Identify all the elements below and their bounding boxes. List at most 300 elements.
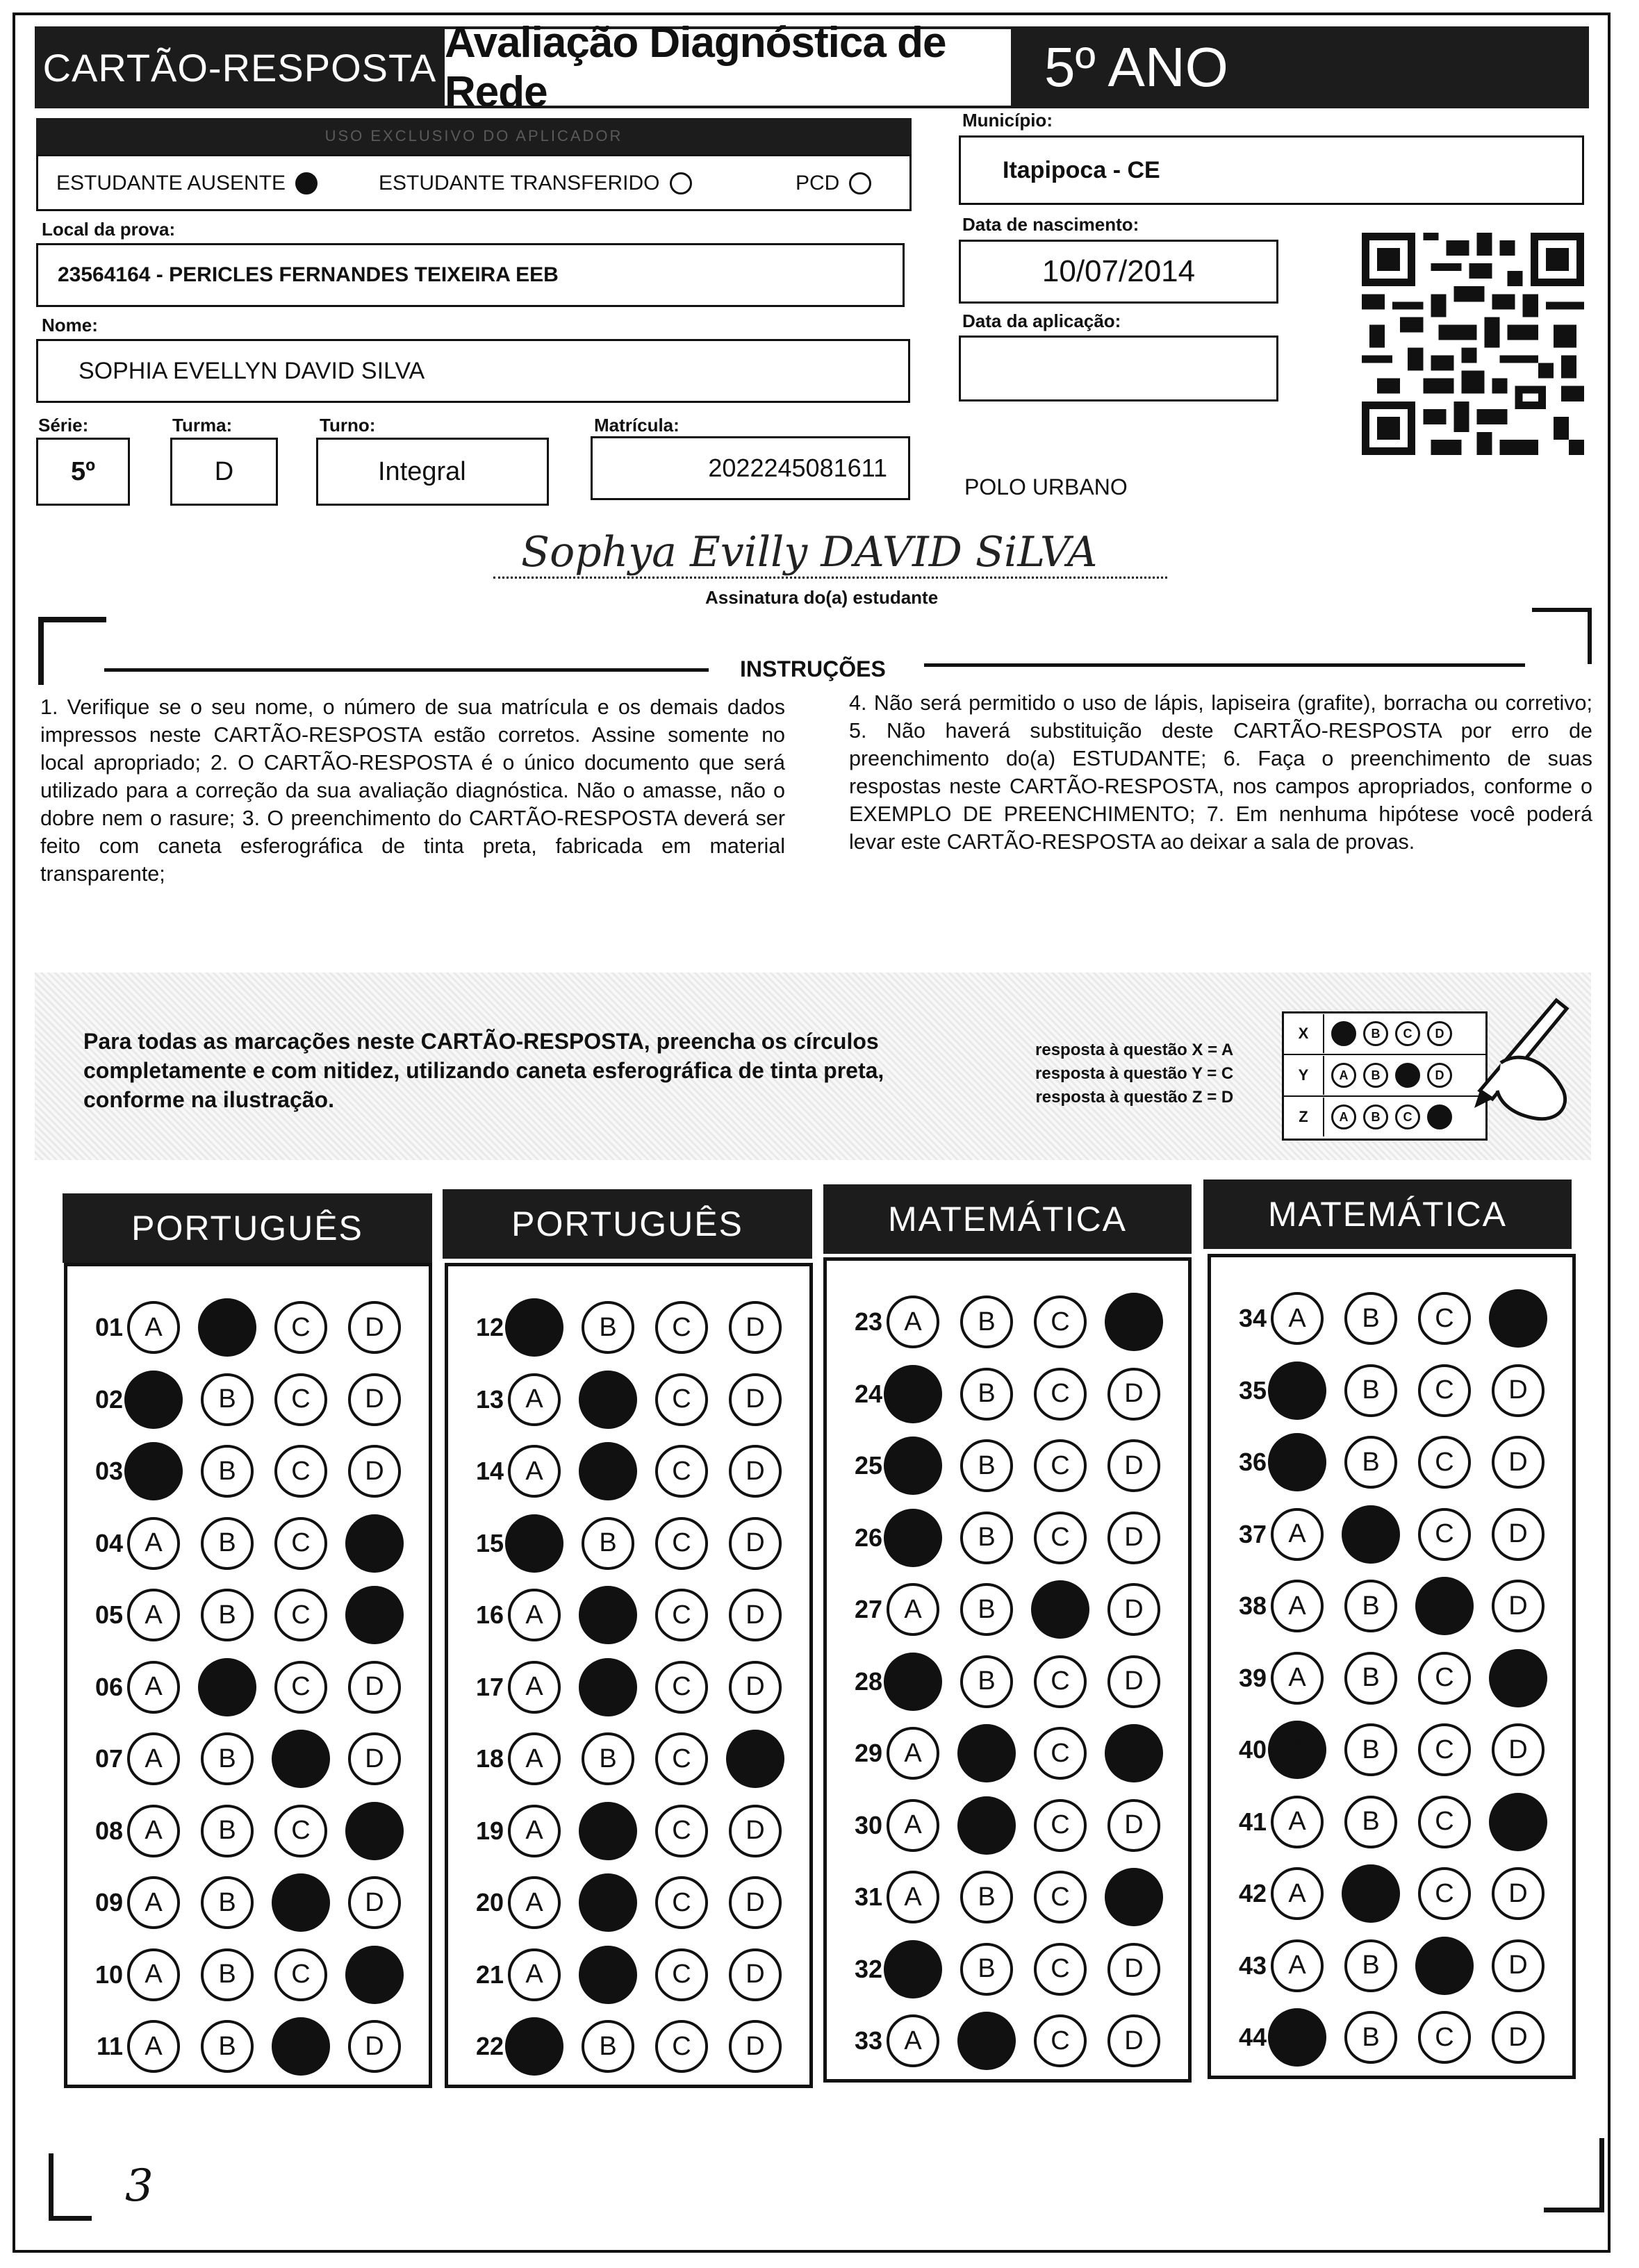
answer-bubble-d[interactable]: D (345, 1802, 404, 1860)
absent-radio[interactable] (295, 172, 318, 194)
answer-bubble-c[interactable]: C (274, 1589, 327, 1641)
answer-bubble-a[interactable]: A (508, 1373, 561, 1426)
answer-bubble-c[interactable]: C (1034, 1296, 1087, 1348)
answer-bubble-c[interactable]: C (272, 1873, 330, 1932)
answer-row (827, 1582, 1181, 1637)
answer-bubble-c[interactable]: C (655, 1805, 708, 1857)
answer-bubble-a[interactable]: A (127, 1876, 180, 1929)
section-title-3: MATEMÁTICA (823, 1184, 1192, 1254)
turno-field: Integral (316, 438, 549, 506)
answer-bubble-c[interactable]: C (1034, 1871, 1087, 1923)
question-number: 12 (475, 1313, 504, 1341)
answer-box-2 (445, 1263, 813, 2088)
corner-top-left (38, 617, 106, 685)
answer-bubble-b[interactable]: B (1344, 1292, 1397, 1345)
answer-bubble-d[interactable]: D (729, 1805, 782, 1857)
answer-bubble-d[interactable]: D (1107, 1512, 1160, 1564)
answer-bubble-b[interactable]: B (1344, 1652, 1397, 1705)
answer-bubble-c[interactable]: C (274, 1661, 327, 1714)
pcd-option[interactable] (796, 172, 871, 195)
question-number: 40 (1238, 1735, 1267, 1764)
answer-bubble-c[interactable]: C (1418, 1867, 1471, 1920)
answer-row (67, 1659, 422, 1715)
answer-row (1211, 1291, 1565, 1346)
answer-bubble-b[interactable]: B (960, 1439, 1013, 1492)
section-title-1: PORTUGUÊS (63, 1193, 432, 1263)
answer-bubble-d[interactable]: D (1107, 2014, 1160, 2067)
transferred-option[interactable] (379, 172, 692, 195)
answer-bubble-b[interactable]: B (201, 1445, 254, 1498)
answer-bubble-d[interactable]: D (348, 1661, 401, 1714)
matricula-field: 2022245081611 (591, 436, 910, 500)
applicator-box (36, 154, 912, 211)
answer-bubble-c[interactable]: C (1034, 1368, 1087, 1421)
footer-mark: 3 (125, 2160, 154, 2212)
question-number: 24 (854, 1379, 882, 1408)
answer-row (448, 1300, 802, 1355)
example-grid (1282, 1011, 1488, 1141)
answer-bubble-a[interactable]: A (887, 1871, 939, 1923)
answer-bubble-b[interactable]: B (579, 1371, 637, 1429)
answer-bubble-c[interactable]: C (1418, 1292, 1471, 1345)
answer-bubble-d[interactable]: D (1492, 1436, 1545, 1489)
answer-bubble-b[interactable]: B (198, 1658, 256, 1716)
answer-bubble-b[interactable]: B (579, 1946, 637, 2004)
answer-bubble-d[interactable]: D (345, 1514, 404, 1573)
answer-bubble-b[interactable]: B (582, 2020, 634, 2073)
answer-bubble-c[interactable]: C (655, 1589, 708, 1641)
answer-bubble-c[interactable]: C (655, 1301, 708, 1354)
answer-bubble-d[interactable]: D (729, 1661, 782, 1714)
answer-bubble-c[interactable]: C (1418, 1508, 1471, 1561)
absent-option[interactable] (56, 172, 318, 195)
applicator-bar: USO EXCLUSIVO DO APLICADOR (36, 118, 912, 154)
answer-bubble-d[interactable]: D (1492, 1580, 1545, 1632)
instructions-left: 1. Verifique se o seu nome, o número de sua matrícula e os demais dados impressos neste CARTÃO-RESPOSTA estão corretos. Assine somente no local apropriado; 2. O CARTÃO-RESPOSTA é o único documento que será utilizado para a correção da sua avaliação diagnóstica. Não o amasse, não o dobre nem o rasure; 3. O preenchimento do CARTÃO-RESPOSTA deverá ser feito com caneta esferográfica de tinta preta, fabricada em material transparente; (40, 695, 785, 886)
example-key-x: resposta à questão X = A (1035, 1041, 1234, 1059)
answer-box-3 (823, 1257, 1192, 2083)
answer-row (448, 1516, 802, 1571)
answer-row (1211, 1363, 1565, 1418)
answer-bubble-a[interactable]: A (127, 1948, 180, 2001)
turno-label: Turno: (320, 415, 376, 436)
answer-bubble-b[interactable]: B (957, 1724, 1016, 1782)
answer-bubble-b[interactable]: B (1344, 1436, 1397, 1489)
answer-bubble-d[interactable]: D (1492, 1364, 1545, 1417)
answer-bubble-b[interactable]: B (579, 1442, 637, 1500)
question-number: 05 (94, 1600, 123, 1629)
answer-bubble-b[interactable]: B (960, 1296, 1013, 1348)
answer-bubble-a[interactable]: A (1268, 2008, 1326, 2067)
example-bubble-a: A (1331, 1104, 1356, 1129)
instr-rule-left (104, 668, 709, 672)
question-number: 14 (475, 1457, 504, 1485)
answer-bubble-d[interactable]: D (729, 1948, 782, 2001)
answer-row (448, 1587, 802, 1643)
example-bubble-d (1427, 1104, 1452, 1129)
answer-row (827, 1294, 1181, 1350)
answer-bubble-c[interactable]: C (655, 1661, 708, 1714)
answer-bubble-c[interactable]: C (1034, 1512, 1087, 1564)
answer-bubble-d[interactable]: D (1107, 1583, 1160, 1636)
answer-row (1211, 1722, 1565, 1778)
answer-bubble-d[interactable]: D (348, 1445, 401, 1498)
answer-bubble-d[interactable]: D (345, 1586, 404, 1644)
answer-row (448, 1875, 802, 1930)
example-bubble-c: C (1395, 1021, 1420, 1046)
local-label: Local da prova: (42, 219, 176, 240)
answer-bubble-c[interactable]: C (655, 2020, 708, 2073)
instructions-right: 4. Não será permitido o uso de lápis, lapiseira (grafite), borracha ou corretivo; 5. Não haverá substituição deste CARTÃO-RESPOSTA por erro de preenchimento do(a) ESTUDANTE; 6. Faça o preenchimento de suas respostas neste CARTÃO-RESPOSTA, nos campos apropriados, conforme o EXEMPLO DE PREENCHIMENTO; 7. Em nenhuma hipótese você poderá levar este CARTÃO-RESPOSTA ao deixar a sala de provas. (849, 691, 1592, 854)
application-date-label: Data da aplicação: (962, 311, 1121, 331)
answer-bubble-c[interactable]: C (1418, 1796, 1471, 1848)
answer-bubble-c[interactable]: C (1415, 1937, 1474, 1995)
answer-row (448, 1947, 802, 2003)
answer-bubble-b[interactable]: B (960, 1655, 1013, 1708)
birthdate-label: Data de nascimento: (962, 214, 1139, 235)
answer-bubble-d[interactable]: D (1492, 1867, 1545, 1920)
answer-bubble-a[interactable]: A (508, 1732, 561, 1785)
question-number: 19 (475, 1816, 504, 1845)
answer-bubble-c[interactable]: C (1034, 1439, 1087, 1492)
answer-bubble-a[interactable]: A (127, 1805, 180, 1857)
answer-row (1211, 1578, 1565, 1634)
answer-bubble-d[interactable]: D (348, 2020, 401, 2073)
pencil-hand-icon (1459, 986, 1584, 1125)
question-number: 06 (94, 1672, 123, 1701)
answer-bubble-d[interactable]: D (729, 1445, 782, 1498)
answer-bubble-b[interactable]: B (579, 1873, 637, 1932)
assessment-title: Avaliação Diagnóstica de Rede (445, 26, 1011, 108)
answer-bubble-d[interactable]: D (1492, 1508, 1545, 1561)
answer-row (67, 1300, 422, 1355)
answer-bubble-d[interactable]: D (1492, 1939, 1545, 1992)
answer-bubble-a[interactable]: A (887, 1727, 939, 1780)
question-number: 35 (1238, 1375, 1267, 1405)
answer-bubble-d[interactable]: D (1105, 1293, 1163, 1351)
example-key-z: resposta à questão Z = D (1035, 1088, 1234, 1107)
example-bubble-b: B (1363, 1063, 1388, 1088)
question-number: 31 (854, 1882, 882, 1911)
answer-bubble-a[interactable]: A (1271, 1508, 1324, 1561)
example-bubble-a (1331, 1021, 1356, 1046)
question-number: 09 (94, 1888, 123, 1917)
answer-bubble-b[interactable]: B (201, 1517, 254, 1570)
example-bubble-d: D (1427, 1021, 1452, 1046)
answer-bubble-a[interactable]: A (887, 1583, 939, 1636)
answer-bubble-d[interactable]: D (1105, 1868, 1163, 1926)
example-key-y: resposta à questão Y = C (1035, 1064, 1234, 1083)
answer-row (67, 1875, 422, 1930)
answer-bubble-c[interactable]: C (274, 1948, 327, 2001)
example-bubble-d: D (1427, 1063, 1452, 1088)
card-title: CARTÃO-RESPOSTA (35, 26, 445, 108)
answer-bubble-b[interactable]: B (201, 1732, 254, 1785)
answer-bubble-a[interactable]: A (1271, 1939, 1324, 1992)
answer-bubble-c[interactable]: C (1034, 2014, 1087, 2067)
answer-bubble-b[interactable]: B (960, 1583, 1013, 1636)
answer-bubble-a[interactable]: A (887, 1296, 939, 1348)
answer-bubble-c[interactable]: C (1034, 1799, 1087, 1852)
answer-bubble-c[interactable]: C (1415, 1577, 1474, 1635)
answer-bubble-b[interactable]: B (1344, 1796, 1397, 1848)
question-number: 10 (94, 1960, 123, 1989)
answer-bubble-a[interactable]: A (1271, 1796, 1324, 1848)
answer-bubble-d[interactable]: D (1492, 1723, 1545, 1776)
question-number: 20 (475, 1888, 504, 1917)
answer-bubble-b[interactable]: B (960, 1368, 1013, 1421)
answer-bubble-c[interactable]: C (1034, 1655, 1087, 1708)
instructions-title: INSTRUÇÕES (740, 656, 886, 681)
answer-bubble-a[interactable]: A (887, 1799, 939, 1852)
name-label: Nome: (42, 315, 98, 336)
answer-bubble-c[interactable]: C (274, 1301, 327, 1354)
answer-bubble-c[interactable]: C (1418, 1652, 1471, 1705)
answer-bubble-a[interactable]: A (124, 1371, 183, 1429)
question-number: 13 (475, 1384, 504, 1414)
answer-bubble-a[interactable]: A (884, 1653, 942, 1711)
answer-bubble-a[interactable]: A (508, 1805, 561, 1857)
answer-bubble-b[interactable]: B (579, 1658, 637, 1716)
answer-bubble-d[interactable]: D (726, 1730, 784, 1788)
answer-bubble-d[interactable]: D (348, 1732, 401, 1785)
answer-bubble-b[interactable]: B (1342, 1505, 1400, 1564)
answer-bubble-d[interactable]: D (1107, 1439, 1160, 1492)
answer-bubble-d[interactable]: D (1107, 1655, 1160, 1708)
answer-bubble-a[interactable]: A (1268, 1361, 1326, 1420)
answer-bubble-b[interactable]: B (957, 1796, 1016, 1855)
question-number: 43 (1238, 1951, 1267, 1980)
question-number: 07 (94, 1744, 123, 1773)
answer-bubble-a[interactable]: A (127, 1661, 180, 1714)
answer-bubble-b[interactable]: B (582, 1517, 634, 1570)
matricula-label: Matrícula: (594, 415, 680, 436)
answer-bubble-a[interactable]: A (884, 1365, 942, 1423)
name-field: SOPHIA EVELLYN DAVID SILVA (36, 339, 910, 403)
answer-bubble-b[interactable]: B (957, 2012, 1016, 2070)
answer-bubble-b[interactable]: B (201, 1373, 254, 1426)
answer-row (1211, 1938, 1565, 1994)
answer-bubble-c[interactable]: C (274, 1517, 327, 1570)
answer-bubble-d[interactable]: D (1489, 1793, 1547, 1851)
answer-bubble-b[interactable]: B (201, 1589, 254, 1641)
answer-bubble-b[interactable]: B (579, 1586, 637, 1644)
section-title-2: PORTUGUÊS (443, 1189, 812, 1259)
example-text: Para todas as marcações neste CARTÃO-RESPOSTA, preencha os círculos completamente e com nitidez, utilizando caneta esferográfica de tinta preta, conforme na ilustração. (83, 1029, 884, 1112)
example-bubble-c: C (1395, 1104, 1420, 1129)
answer-bubble-c[interactable]: C (1034, 1727, 1087, 1780)
answer-bubble-b[interactable]: B (198, 1298, 256, 1357)
question-number: 16 (475, 1600, 504, 1629)
answer-row (67, 1516, 422, 1571)
answer-bubble-d[interactable]: D (1489, 1289, 1547, 1348)
answer-bubble-a[interactable]: A (1271, 1292, 1324, 1345)
answer-bubble-d[interactable]: D (729, 1517, 782, 1570)
answer-bubble-d[interactable]: D (1107, 1368, 1160, 1421)
answer-row (827, 2013, 1181, 2069)
answer-box-1 (64, 1263, 432, 2088)
answer-row (67, 1803, 422, 1859)
answer-row (827, 1942, 1181, 1997)
question-number: 23 (854, 1307, 882, 1336)
question-number: 30 (854, 1810, 882, 1839)
answer-bubble-a[interactable]: A (505, 1298, 563, 1357)
answer-bubble-b[interactable]: B (201, 1948, 254, 2001)
corner-bottom-right (1544, 2138, 1604, 2212)
question-number: 42 (1238, 1879, 1267, 1907)
answer-bubble-b[interactable]: B (1344, 1364, 1397, 1417)
answer-bubble-a[interactable]: A (124, 1442, 183, 1500)
instr-rule-right (924, 663, 1525, 667)
answer-row (448, 1731, 802, 1787)
example-key (1035, 1038, 1233, 1109)
answer-bubble-c[interactable]: C (1418, 1364, 1471, 1417)
serie-label: Série: (38, 415, 89, 436)
application-date-field[interactable] (959, 336, 1278, 402)
answer-bubble-d[interactable]: D (729, 1301, 782, 1354)
answer-bubble-c[interactable]: C (1418, 1723, 1471, 1776)
answer-bubble-c[interactable]: C (655, 1948, 708, 2001)
question-number: 17 (475, 1672, 504, 1701)
question-number: 29 (854, 1739, 882, 1767)
answer-bubble-c[interactable]: C (1418, 1436, 1471, 1489)
answer-bubble-b[interactable]: B (960, 1871, 1013, 1923)
answer-row (67, 1947, 422, 2003)
answer-bubble-a[interactable]: A (1271, 1867, 1324, 1920)
answer-bubble-a[interactable]: A (508, 1445, 561, 1498)
answer-bubble-a[interactable]: A (127, 2020, 180, 2073)
answer-row (67, 2019, 422, 2074)
answer-row (67, 1731, 422, 1787)
answer-bubble-b[interactable]: B (582, 1732, 634, 1785)
question-number: 37 (1238, 1519, 1267, 1548)
answer-bubble-a[interactable]: A (1268, 1721, 1326, 1779)
answer-row (827, 1366, 1181, 1422)
answer-bubble-a[interactable]: A (505, 2017, 563, 2076)
answer-bubble-a[interactable]: A (505, 1514, 563, 1573)
answer-bubble-a[interactable]: A (1271, 1580, 1324, 1632)
answer-bubble-c[interactable]: C (655, 1373, 708, 1426)
answer-bubble-a[interactable]: A (884, 1437, 942, 1495)
question-number: 33 (854, 2026, 882, 2055)
answer-bubble-b[interactable]: B (1344, 1580, 1397, 1632)
answer-bubble-d[interactable]: D (729, 1373, 782, 1426)
answer-bubble-a[interactable]: A (127, 1517, 180, 1570)
answer-bubble-b[interactable]: B (960, 1512, 1013, 1564)
answer-bubble-a[interactable]: A (887, 2014, 939, 2067)
answer-bubble-b[interactable]: B (1344, 1939, 1397, 1992)
question-number: 28 (854, 1666, 882, 1696)
answer-bubble-b[interactable]: B (960, 1943, 1013, 1996)
answer-bubble-a[interactable]: A (508, 1589, 561, 1641)
answer-row (67, 1372, 422, 1427)
answer-bubble-c[interactable]: C (655, 1517, 708, 1570)
answer-bubble-c[interactable]: C (274, 1373, 327, 1426)
answer-bubble-d[interactable]: D (1107, 1943, 1160, 1996)
answer-bubble-c[interactable]: C (272, 1730, 330, 1788)
example-row-z (1284, 1097, 1485, 1137)
transferred-label: ESTUDANTE TRANSFERIDO (379, 172, 660, 194)
question-number: 03 (94, 1457, 123, 1485)
example-bubble-b: B (1363, 1021, 1388, 1046)
answer-bubble-c[interactable]: C (655, 1445, 708, 1498)
pcd-radio[interactable] (849, 172, 871, 194)
answer-bubble-a[interactable]: A (508, 1948, 561, 2001)
answer-bubble-c[interactable]: C (1034, 1943, 1087, 1996)
answer-bubble-b[interactable]: B (579, 1802, 637, 1860)
section-title-4: MATEMÁTICA (1203, 1179, 1572, 1249)
answer-bubble-d[interactable]: D (729, 1589, 782, 1641)
question-number: 34 (1238, 1304, 1267, 1332)
answer-bubble-b[interactable]: B (1342, 1864, 1400, 1923)
answer-bubble-a[interactable]: A (127, 1301, 180, 1354)
answer-bubble-d[interactable]: D (1492, 2011, 1545, 2064)
signature-label: Assinatura do(a) estudante (705, 587, 939, 608)
question-number: 44 (1238, 2023, 1267, 2051)
question-number: 38 (1238, 1591, 1267, 1620)
answer-bubble-d[interactable]: D (348, 1876, 401, 1929)
birthdate-field: 10/07/2014 (959, 240, 1278, 304)
answer-row (827, 1654, 1181, 1710)
answer-bubble-c[interactable]: C (274, 1445, 327, 1498)
student-signature: Sophya Evilly DAVID SiLVA (521, 528, 1098, 577)
answer-bubble-c[interactable]: C (655, 1732, 708, 1785)
answer-bubble-a[interactable]: A (127, 1589, 180, 1641)
answer-row (827, 1438, 1181, 1493)
answer-bubble-c[interactable]: C (274, 1805, 327, 1857)
answer-bubble-d[interactable]: D (345, 1946, 404, 2004)
answer-bubble-c[interactable]: C (1418, 2011, 1471, 2064)
answer-bubble-a[interactable]: A (127, 1732, 180, 1785)
answer-row (1211, 1794, 1565, 1850)
answer-bubble-a[interactable]: A (508, 1661, 561, 1714)
answer-row (448, 2019, 802, 2074)
answer-bubble-c[interactable]: C (655, 1876, 708, 1929)
answer-bubble-b[interactable]: B (201, 2020, 254, 2073)
answer-bubble-b[interactable]: B (201, 1876, 254, 1929)
answer-bubble-a[interactable]: A (884, 1509, 942, 1567)
answer-bubble-d[interactable]: D (1107, 1799, 1160, 1852)
corner-top-right (1532, 608, 1592, 664)
question-number: 04 (94, 1528, 123, 1557)
example-row-label: Z (1284, 1098, 1324, 1136)
transferred-radio[interactable] (670, 172, 692, 194)
answer-row (448, 1443, 802, 1499)
answer-row (448, 1372, 802, 1427)
answer-bubble-a[interactable]: A (884, 1940, 942, 1998)
answer-bubble-b[interactable]: B (1344, 1723, 1397, 1776)
answer-bubble-d[interactable]: D (729, 2020, 782, 2073)
answer-row (1211, 1650, 1565, 1706)
answer-bubble-d[interactable]: D (1489, 1649, 1547, 1707)
answer-bubble-b[interactable]: B (201, 1805, 254, 1857)
answer-bubble-d[interactable]: D (348, 1373, 401, 1426)
answer-bubble-a[interactable]: A (1268, 1433, 1326, 1491)
answer-bubble-a[interactable]: A (1271, 1652, 1324, 1705)
answer-bubble-c[interactable]: C (1031, 1580, 1089, 1639)
question-number: 26 (854, 1523, 882, 1552)
pcd-label: PCD (796, 172, 840, 194)
answer-bubble-b[interactable]: B (582, 1301, 634, 1354)
answer-bubble-d[interactable]: D (348, 1301, 401, 1354)
answer-bubble-b[interactable]: B (1344, 2011, 1397, 2064)
answer-bubble-a[interactable]: A (508, 1876, 561, 1929)
answer-bubble-c[interactable]: C (272, 2017, 330, 2076)
answer-bubble-d[interactable]: D (729, 1876, 782, 1929)
question-number: 02 (94, 1384, 123, 1414)
question-number: 32 (854, 1954, 882, 1983)
answer-bubble-d[interactable]: D (1105, 1724, 1163, 1782)
